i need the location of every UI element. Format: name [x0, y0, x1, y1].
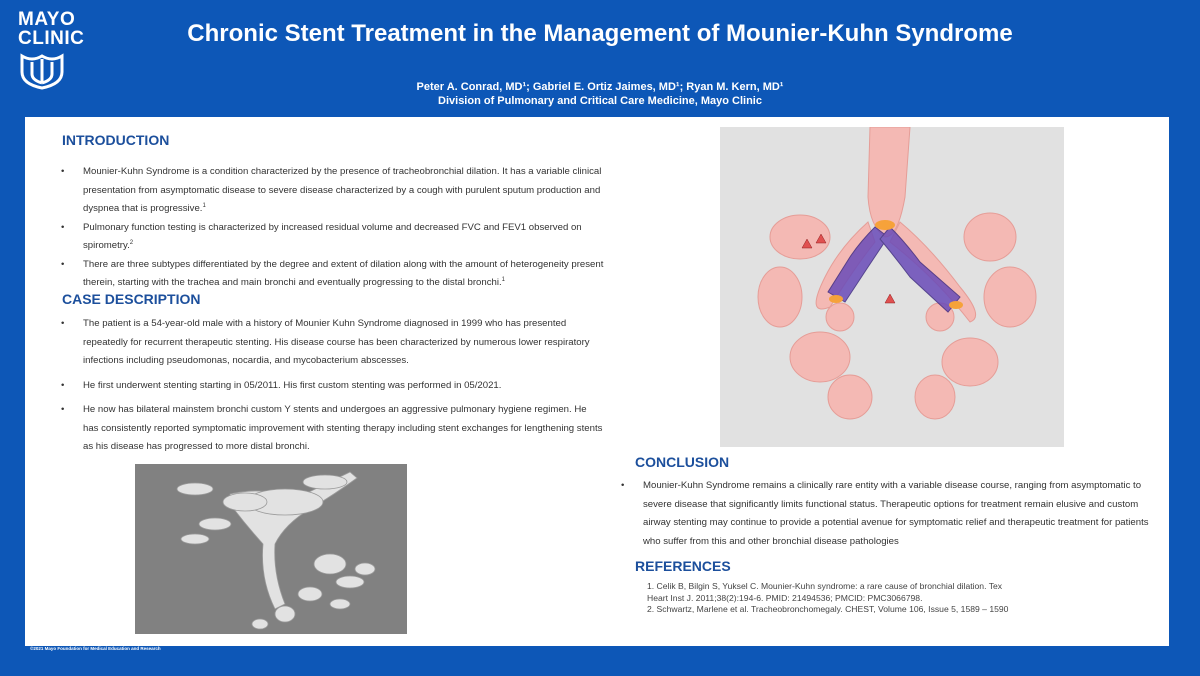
list-item: • He now has bilateral mainstem bronchi custom Y stents and undergoes an aggressive pulmonary hygiene regimen. He has consistently reported symptomatic improvement with stenting therapy including stent exchanges for lengthening stents as his disease has progressed to more distal bronchi.	[59, 401, 604, 457]
affiliation: Division of Pulmonary and Critical Care Medicine, Mayo Clinic	[438, 95, 762, 107]
list-item: 1. Celik B, Bilgin S, Yuksel C. Mounier-Kuhn syndrome: a rare cause of bronchial dilation. Tex Heart Inst J. 2011;38(2):194-6. PMID: 21494536; PMCID: PMC3066798.	[647, 581, 1003, 603]
copyright-footer: ©2021 Mayo Foundation for Medical Education and Research	[30, 646, 161, 651]
references-list	[647, 581, 1022, 616]
introduction-heading: INTRODUCTION	[62, 132, 170, 148]
list-item: • The patient is a 54-year-old male with a history of Mounier Kuhn Syndrome diagnosed in 1999 who has presented repeatedly for recurrent therapeutic stenting. His disease course has been characterized by numerous lower respiratory infections including pseudomonas, nocardia, and mycobacterium abscesses.	[59, 315, 604, 371]
list-item: 2. Schwartz, Marlene et al. Tracheobronchomegaly. CHEST, Volume 106, Issue 5, 1589 – 1590	[647, 604, 1009, 614]
mayo-clinic-logo	[18, 10, 88, 90]
list-item: • Mounier-Kuhn Syndrome is a condition characterized by the presence of tracheobronchial dilation. It has a variable clinical presentation from asymptomatic disease to severe disease characterized by a cough with purulent sputum production and dyspnea that is progressive.$^1$	[59, 163, 604, 219]
references-heading: REFERENCES	[635, 558, 731, 574]
poster-title: Chronic Stent Treatment in the Management of Mounier-Kuhn Syndrome	[187, 20, 1013, 47]
shield-icon	[18, 52, 66, 90]
stent-3d-figure	[720, 127, 1064, 447]
logo-line1: MAYO	[18, 9, 76, 30]
case-description-heading: CASE DESCRIPTION	[62, 291, 201, 307]
list-item: • He first underwent stenting starting in 05/2011. His first custom stenting was performed in 05/2021.	[59, 377, 604, 396]
logo-line2: CLINIC	[18, 28, 85, 49]
conclusion-heading: CONCLUSION	[635, 454, 730, 470]
conclusion-list	[619, 477, 1159, 551]
list-item: • There are three subtypes differentiated by the degree and extent of dilation along with the amount of heterogeneity present therein, starting with the trachea and main bronchi and eventually progressing to the distal bronchi.$^1$	[59, 256, 604, 293]
case-description-list	[59, 315, 604, 457]
introduction-list	[59, 163, 604, 293]
poster-authors	[150, 80, 1050, 108]
airway-3d-figure	[135, 464, 407, 634]
content-panel	[25, 117, 1169, 646]
list-item: • Pulmonary function testing is characterized by increased residual volume and decreased FVC and FEV1 observed on spirometry.$^2$	[59, 219, 604, 256]
list-item: • Mounier-Kuhn Syndrome remains a clinically rare entity with a variable disease course, ranging from asymptomatic to severe disease that significantly limits functional status. Therapeutic options for treatment remain elusive and custom airway stenting may continue to provide a potential avenue for symptomatic relief and therapeutic treatment for patients who suffer from this and other bronchial disease pathologies	[619, 477, 1159, 551]
author-list: Peter A. Conrad, MD¹; Gabriel E. Ortiz Jaimes, MD¹; Ryan M. Kern, MD¹	[416, 81, 784, 93]
